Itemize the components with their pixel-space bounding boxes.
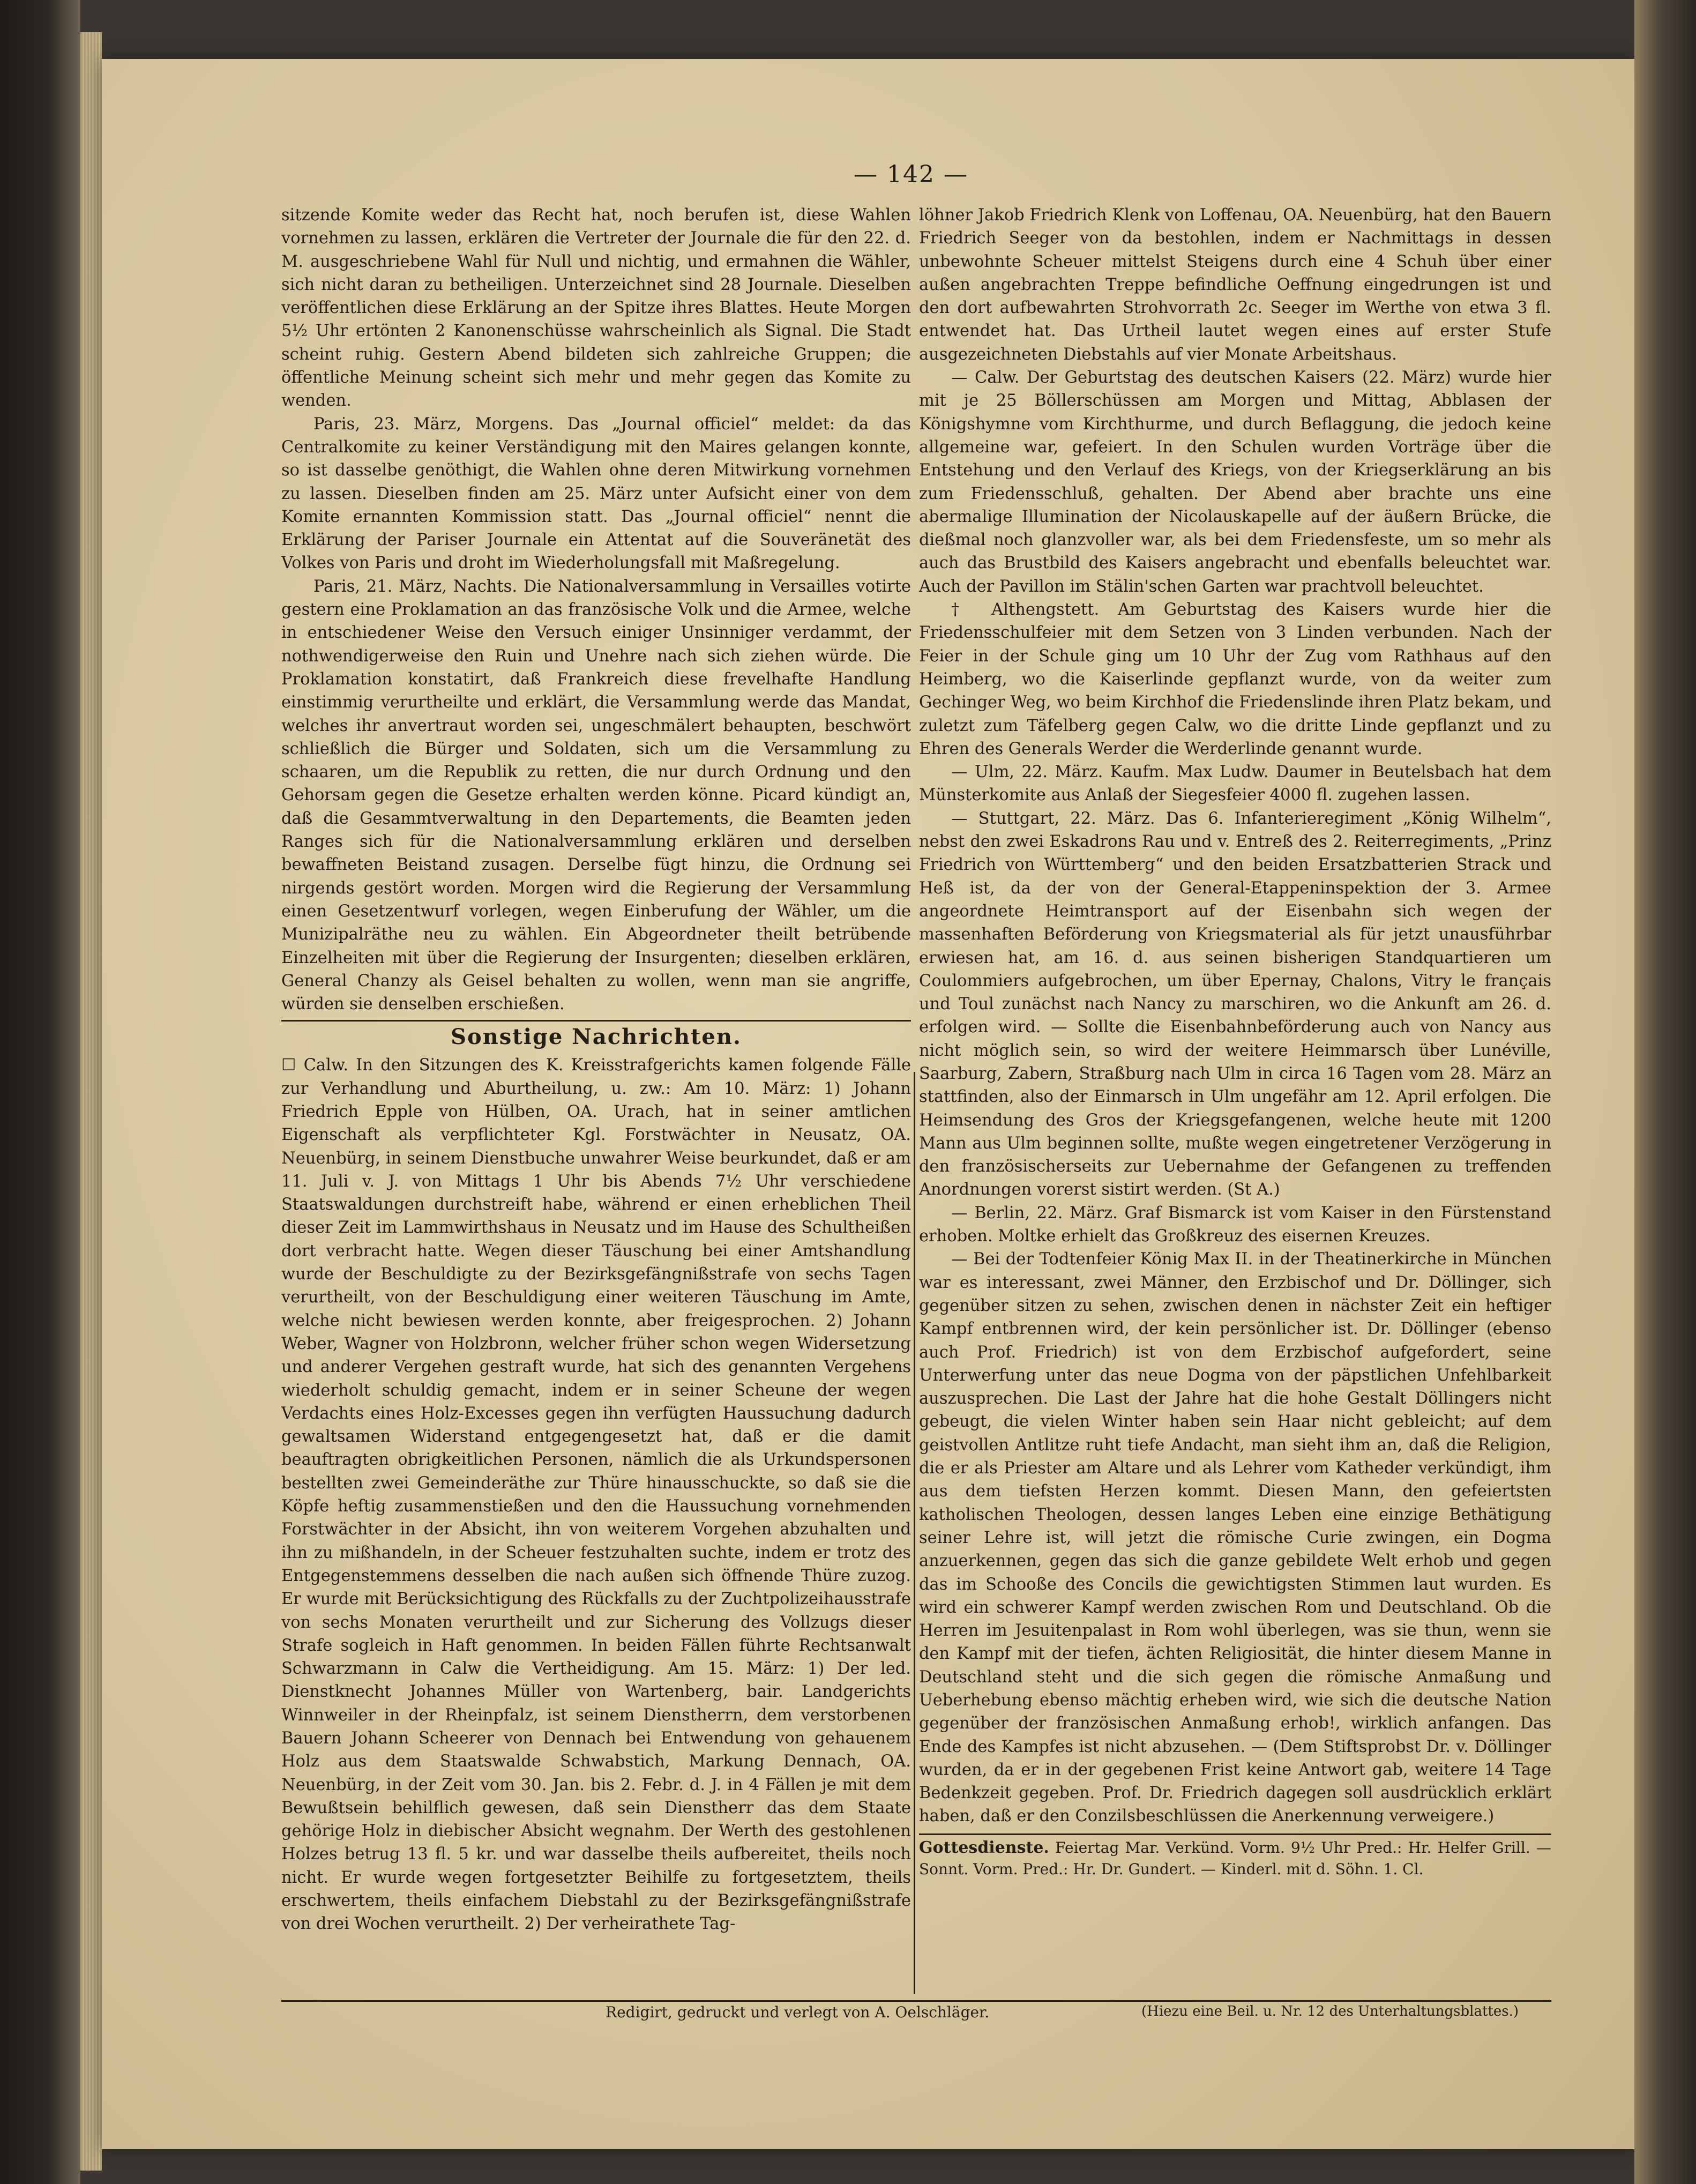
scan-background-right [1634, 0, 1696, 2184]
footer-rule [281, 2000, 1551, 2002]
article-paragraph: Paris, 21. März, Nachts. Die Nationalversammlung in Versailles votirte gestern eine Proklamation an das französische Volk und die Armee, welche in entschiedener Weise den Versuch einiger Unsinniger verdammt, der nothwendigerweise den Ruin und Unehre nach sich ziehen würde. Die Proklamation konstatirt, daß Frankreich diese frevelhafte Handlung einstimmig verurtheilte und erklärt, die Versammlung werde das Mandat, welches ihr anvertraut worden sei, ungeschmälert behaupten, beschwört schließlich die Bürger und Soldaten, sich um die Versammlung zu schaaren, um die Republik zu retten, die nur durch Ordnung und den Gehorsam gegen die Gesetze erhalten werden könne. Picard kündigt an, daß die Gesammtverwaltung in den Departements, die Beamten jeden Ranges sich für die Nationalversammlung erklären und derselben bewaffneten Beistand zusagen. Derselbe fügt hinzu, die Ordnung sei nirgends gestört worden. Morgen wird die Regierung der Versammlung einen Gesetzentwurf vorlegen, wegen Einberufung der Wähler, um die Munizipalräthe neu zu wählen. Ein Abgeordneter theilt betrübende Einzelheiten mit über die Regierung der Insurgenten; dieselben erklären, General Chanzy als Geisel behalten zu wollen, wenn man sie angriffe, würden sie denselben erschießen. [281, 577, 911, 1014]
church-services-text: Feiertag Mar. Verkünd. Vorm. 9½ Uhr Pred.: Hr. Helfer Grill. — Sonnt. Vorm. Pred.: Hr. Dr. Gundert. — Kinderl. mit d. Söhn. 1. Cl. [919, 1838, 1551, 1878]
supplement-note: (Hiezu eine Beil. u. Nr. 12 des Unterhaltungsblattes.) [1141, 2003, 1519, 2019]
left-column [281, 204, 911, 1936]
article-paragraph: — Berlin, 22. März. Graf Bismarck ist vom Kaiser in den Fürstenstand erhoben. Moltke erhielt das Großkreuz des eisernen Kreuzes. [919, 1203, 1551, 1246]
article-paragraph: — Calw. Der Geburtstag des deutschen Kaisers (22. März) wurde hier mit je 25 Böllerschüssen am Morgen und Mittag, Abblasen der Königshymne vom Kirchthurme, und durch Beflaggung, die jedoch keine allgemeine war, gefeiert. In den Schulen wurden Vorträge über die Entstehung und den Verlauf des Kriegs, von der Kriegserklärung an bis zum Friedensschluß, gehalten. Der Abend aber brachte uns eine abermalige Illumination der Nicolauskapelle auf der äußern Brücke, die dießmal noch glanzvoller war, als bei dem Friedensfeste, um so mehr als auch das Brustbild des Kaisers angebracht und ebenfalls beleuchtet war. Auch der Pavillon im Stälin'schen Garten war prachtvoll beleuchtet. [919, 368, 1551, 596]
article-paragraph: sitzende Komite weder das Recht hat, noch berufen ist, diese Wahlen vornehmen zu lassen, erklären die Vertreter der Journale die für den 22. d. M. ausgeschriebene Wahl für Null und nichtig, und ermahnen die Wähler, sich nicht daran zu betheiligen. Unterzeichnet sind 28 Journale. Dieselben veröffentlichen diese Erklärung an der Spitze ihres Blattes. Heute Morgen 5½ Uhr ertönten 2 Kanonenschüsse wahrscheinlich als Signal. Die Stadt scheint ruhig. Gestern Abend bildeten sich zahlreiche Gruppen; die öffentliche Meinung scheint sich mehr und mehr gegen das Komite zu wenden. [281, 206, 911, 411]
article-paragraph: — Ulm, 22. März. Kaufm. Max Ludw. Daumer in Beutelsbach hat dem Münsterkomite aus Anlaß der Siegesfeier 4000 fl. zugehen lassen. [919, 763, 1551, 805]
page-number: — 142 — [854, 161, 968, 188]
article-paragraph: — Bei der Todtenfeier König Max II. in der Theatinerkirche in München war es interessant, zwei Männer, den Erzbischof und Dr. Döllinger, sich gegenüber sitzen zu sehen, zwischen denen in nächster Zeit ein heftiger Kampf entbrennen wird, der kein persönlicher ist. Dr. Döllinger (ebenso auch Prof. Friedrich) ist von dem Erzbischof aufgefordert, seine Unterwerfung unter das neue Dogma von der päpstlichen Unfehlbarkeit auszusprechen. Die Last der Jahre hat die hohe Gestalt Döllingers nicht gebeugt, die vielen Winter haben sein Haar nicht gebleicht; auf dem geistvollen Antlitze ruht tiefe Andacht, man sieht ihm an, daß die Religion, die er als Priester am Altare und als Lehrer vom Katheder verkündigt, ihm aus dem tiefsten Herzen kommt. Diesen Mann, den gefeiertsten katholischen Theologen, dessen langes Leben eine einzige Bethätigung seiner Lehre ist, will jetzt die römische Curie zwingen, ein Dogma anzuerkennen, gegen das sich die ganze gebildete Welt erhob und gegen das im Schooße des Concils die gewichtigsten Stimmen laut wurden. Es wird ein schwerer Kampf werden zwischen Rom und Deutschland. Ob die Herren im Jesuitenpalast in Rom wohl überlegen, was sie thun, wenn sie den Kampf mit der tiefen, ächten Religiosität, die hinter diesem Manne in Deutschland steht und die sich gegen die römische Anmaßung und Ueberhebung ebenso mächtig erheben wird, wie sich die deutsche Nation gegenüber der französischen Anmaßung erhob!, wirklich anfangen. Das Ende des Kampfes ist nicht abzusehen. — (Dem Stiftsprobst Dr. v. Döllinger wurden, da er in der gegebenen Frist keine Antwort gab, weitere 14 Tage Bedenkzeit gegeben. Prof. Dr. Friedrich dagegen soll ausdrücklich erklärt haben, daß er den Conzilsbeschlüssen die Anerkennung verweigere.) [919, 1250, 1551, 1826]
article-paragraph: löhner Jakob Friedrich Klenk von Loffenau, OA. Neuenbürg, hat den Bauern Friedrich Seeger von da bestohlen, indem er Nachmittags in dessen unbewohnte Scheuer mittelst Steigens durch eine 4 Schuh über einer außen angebrachten Treppe befindliche Oeffnung eingedrungen ist und den dort aufbewahrten Strohvorrath 2c. Seeger im Werthe von etwa 3 fl. entwendet hat. Das Urtheil lautet wegen eines auf erster Stufe ausgezeichneten Diebstahls auf vier Monate Arbeitshaus. [919, 206, 1551, 364]
page-stack-edges [80, 32, 102, 2171]
imprint-line: Redigirt, gedruckt und verlegt von A. Oelschläger. [606, 2003, 990, 2021]
church-services-title: Gottesdienste. [919, 1838, 1049, 1857]
right-column [919, 204, 1551, 1880]
article-paragraph: † Althengstett. Am Geburtstag des Kaisers wurde hier die Friedensschulfeier mit dem Setzen von 3 Linden verbunden. Nach der Feier in der Schule ging um 10 Uhr der Zug vom Rathhaus auf den Heimberg, wo die Kaiserlinde gepflanzt wurde, von da weiter zum Gechinger Weg, wo beim Kirchhof die Friedenslinde ihren Platz bekam, und zuletzt zum Täfelberg gegen Calw, wo die dritte Linde gepflanzt und zu Ehren des Generals Werder die Werderlinde genannt wurde. [919, 600, 1551, 758]
church-services-notice [919, 1833, 1551, 1880]
section-heading: Sonstige Nachrichten. [281, 1020, 911, 1050]
article-paragraph: Paris, 23. März, Morgens. Das „Journal officiel“ meldet: da das Centralkomite zu keiner Verständigung mit den Maires gelangen konnte, so ist dasselbe genöthigt, die Wahlen ohne deren Mitwirkung vornehmen zu lassen. Dieselben finden am 25. März unter Aufsicht einer von dem Komite ernannten Kommission statt. Das „Journal officiel“ nennt die Erklärung der Pariser Journale ein Attentat auf die Souveränetät des Volkes von Paris und droht im Wiederholungsfall mit Maßregelung. [281, 414, 911, 573]
scan-background-left [0, 0, 80, 2184]
article-paragraph: — Stuttgart, 22. März. Das 6. Infanterieregiment „König Wilhelm“, nebst den zwei Eskadrons Rau und v. Entreß des 2. Reiterregiments, „Prinz Friedrich von Württemberg“ und den beiden Ersatzbatterien Strack und Heß ist, da der von der General-Etappeninspektion der 3. Armee angeordnete Heimtransport auf der Eisenbahn sich wegen der massenhaften Beförderung von Kriegsmaterial als für jetzt unausführbar erwiesen hat, am 16. d. aus seinen bisherigen Standquartieren um Coulommiers aufgebrochen, um über Epernay, Chalons, Vitry le français und Toul zunächst nach Nancy zu marschiren, wo die Ankunft am 26. d. erfolgen wird. — Sollte die Eisenbahnbeförderung auch von Nancy aus nicht möglich sein, so wird der weitere Heimmarsch über Lunéville, Saarburg, Zabern, Straßburg nach Ulm in circa 16 Tagen vom 28. März an stattfinden, also der Einmarsch in Ulm ungefähr am 12. April erfolgen. Die Heimsendung des Gros der Kriegsgefangenen, welche heute mit 1200 Mann aus Ulm beginnen sollte, mußte wegen eingetretener Verzögerung in den französischerseits zur Uebernahme der Gefangenen zu treffenden Anordnungen vorerst sistirt werden. (St A.) [919, 809, 1551, 1199]
column-divider [914, 1072, 915, 1994]
article-paragraph: ☐ Calw. In den Sitzungen des K. Kreisstrafgerichts kamen folgende Fälle zur Verhandlung und Aburtheilung, u. zw.: Am 10. März: 1) Johann Friedrich Epple von Hülben, OA. Urach, hat in seiner amtlichen Eigenschaft als verpflichteter Kgl. Forstwächter in Neusatz, OA. Neuenbürg, in seinem Dienstbuche unwahrer Weise beurkundet, daß er am 11. Juli v. J. von Mittags 1 Uhr bis Abends 7½ Uhr verschiedene Staatswaldungen durchstreift habe, während er einen erheblichen Theil dieser Zeit im Lammwirthshaus in Neusatz und im Hause des Schultheißen dort verbracht hatte. Wegen dieser Täuschung bei einer Amtshandlung wurde der Beschuldigte zu der Bezirksgefängnißstrafe von sechs Tagen verurtheilt, von der Beschuldigung einer weiteren Täuschung im Amte, welche nicht bewiesen werden konnte, aber freigesprochen. 2) Johann Weber, Wagner von Holzbronn, welcher früher schon wegen Widersetzung und anderer Vergehen gestraft wurde, hat sich des genannten Vergehens wiederholt schuldig gemacht, indem er in seiner Scheune der wegen Verdachts eines Holz-Excesses gegen ihn verfügten Haussuchung dadurch gewaltsamen Widerstand entgegengesetzt hat, daß er die damit beauftragten obrigkeitlichen Personen, nämlich die als Urkundspersonen bestellten zwei Gemeinderäthe zur Thüre hinausschuckte, so daß sie die Köpfe heftig zusammenstießen und den die Haussuchung vornehmenden Forstwächter in der Absicht, ihn von weiterem Vorgehen abzuhalten und ihn zu mißhandeln, in der Scheuer festzuhalten suchte, indem er trotz des Entgegenstemmens desselben die nach außen sich öffnende Thüre zuzog. Er wurde mit Berücksichtigung des Rückfalls zu der Zuchtpolizeihausstrafe von sechs Monaten verurtheilt und zur Sicherung des Vollzugs dieser Strafe sogleich in Haft genommen. In beiden Fällen führte Rechtsanwalt Schwarzmann in Calw die Vertheidigung. Am 15. März: 1) Der led. Dienstknecht Johannes Müller von Wartenberg, bair. Landgerichts Winnweiler in der Rheinpfalz, ist seinem Dienstherrn, dem verstorbenen Bauern Johann Scheerer von Dennach bei Entwendung von gehauenem Holz aus dem Staatswalde Schwabstich, Markung Dennach, OA. Neuenbürg, in der Zeit vom 30. Jan. bis 2. Febr. d. J. in 4 Fällen je mit dem Bewußtsein behilflich gewesen, daß sein Dienstherr das dem Staate gehörige Holz in diebischer Absicht wegnahm. Der Werth des gestohlenen Holzes betrug 13 fl. 5 kr. und war dasselbe theils aufbereitet, theils noch nicht. Er wurde wegen fortgesetzter Beihilfe zu fortgesetztem, theils erschwertem, theils einfachem Diebstahl zu der Bezirksgefängnißstrafe von drei Wochen verurtheilt. 2) Der verheirathete Tag- [281, 1056, 911, 1934]
